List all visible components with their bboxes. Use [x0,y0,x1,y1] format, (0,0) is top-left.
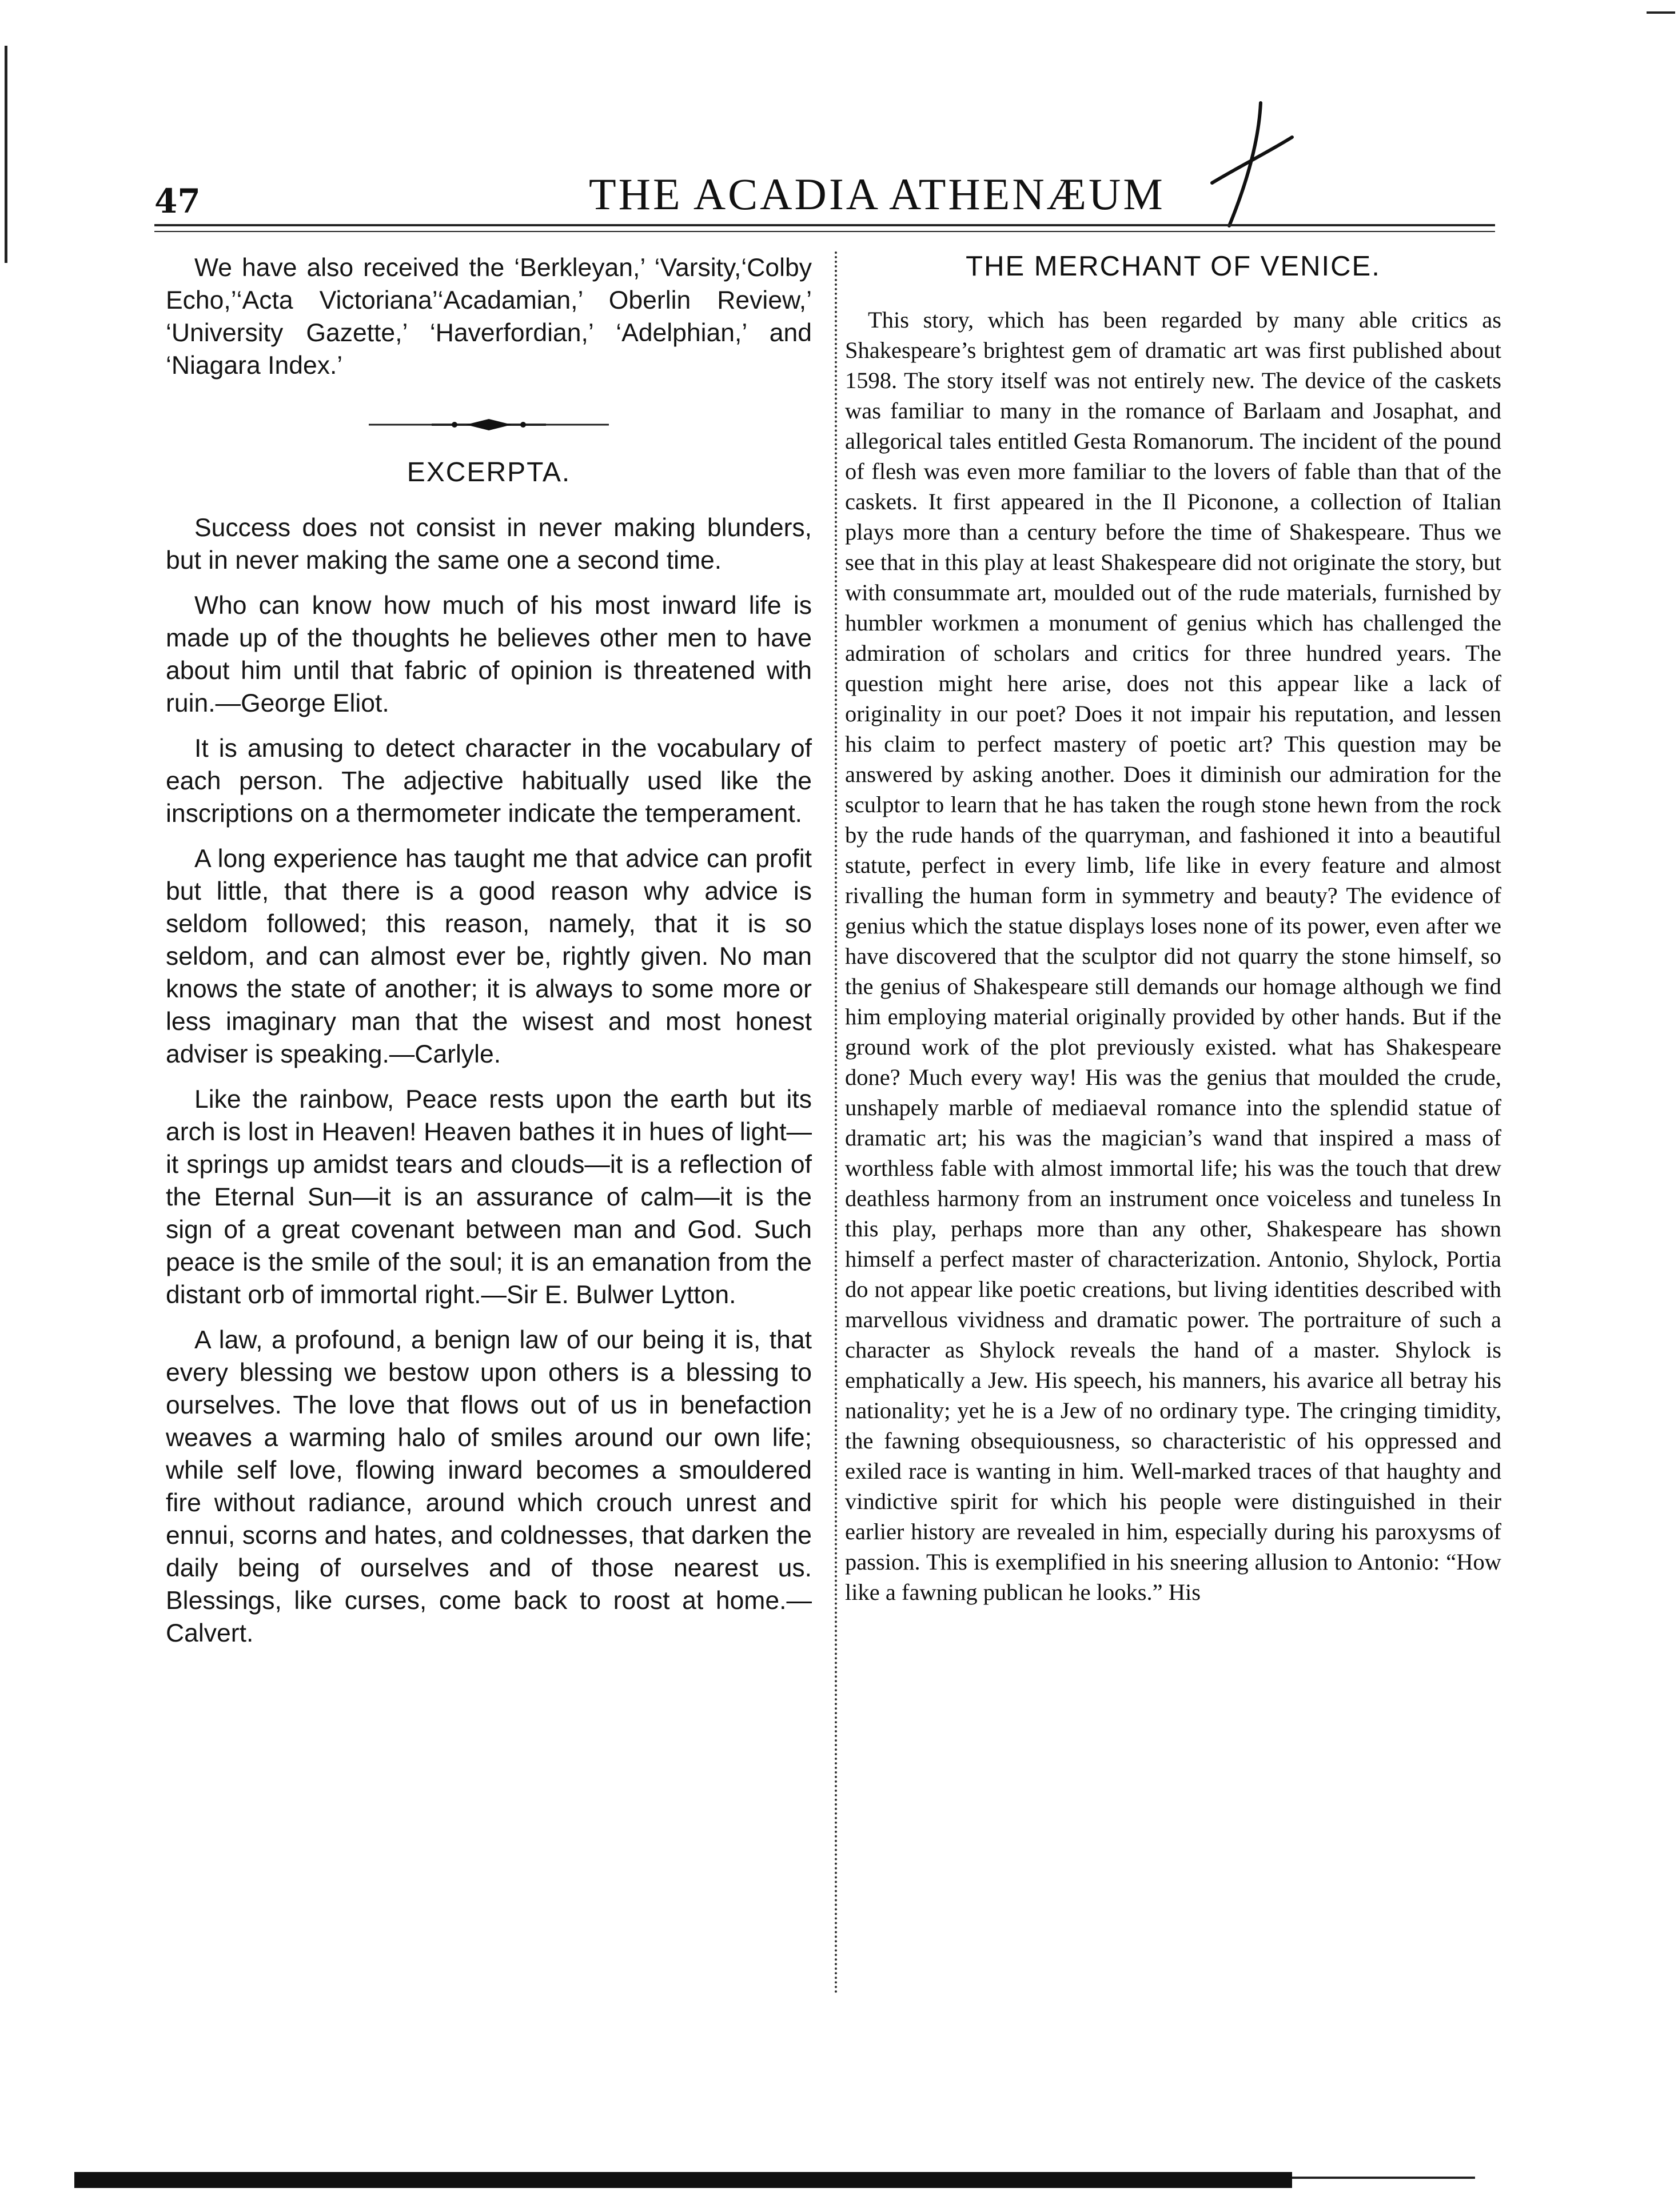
publication-title: THE ACADIA ATHENÆUM [589,169,1165,219]
excerpt-paragraph: Success does not consist in never making blunders, but in never making the same one a second time. [166,514,812,574]
header-rule-bottom [154,231,1495,232]
excerpt-paragraph: A long experience has taught me that advice can profit but little, that there is a good reason why advice is seldom followed; this reason, namely, that it is so seldom, and can almost ever be, rightly given. No man knows the state of another; it is always to some more or less imaginary man that the wisest and most honest adviser is speaking.—Carlyle. [166,845,812,1068]
excerpta-heading: EXCERPTA. [406,457,571,488]
scan-corner-mark [1647,11,1675,14]
excerpt-paragraph: Who can know how much of his most inward life is made up of the thoughts he believes other men to have about him until that fabric of opinion is threatened with ruin.—George Eliot. [166,592,812,717]
excerpt-paragraph: It is amusing to detect character in the vocabulary of each person. The adjective habitually used like the inscriptions on a thermometer indicate the temperament. [166,734,812,828]
handwritten-cross-mark [1206,97,1298,229]
footer-rule [74,2172,1292,2188]
header-rule-top [154,224,1495,226]
column-divider [835,251,837,1995]
article-title: THE MERCHANT OF VENICE. [966,251,1381,282]
ornamental-divider [346,416,632,433]
page-number: 47 [154,182,201,221]
excerpt-paragraph: Like the rainbow, Peace rests upon the earth but its arch is lost in Heaven! Heaven bathes it in hues of light—it springs up amidst tears and clouds—it is a reflection of the Eternal Sun—it is an assurance of calm—it is the sign of a great covenant between man and God. Such peace is the smile of the soul; it is an emanation from the distant orb of immortal right.—Sir E. Bulwer Lytton. [166,1085,812,1309]
excerpt-paragraph: A law, a profound, a benign law of our being it is, that every blessing we bestow upon others is a blessing to ourselves. The love that flows out of us in benefaction weaves a warming halo of smiles around our own life; while self love, flowing inward becomes a smouldered fire without radiance, around which crouch unrest and ennui, scorns and hates, and coldnesses, that darken the daily being of ourselves and of those nearest us. Blessings, like curses, come back to roost at home.—Calvert. [166,1326,812,1647]
left-column [166,251,812,1662]
right-column [845,251,1501,1607]
exchanges-notice: We have also received the ‘Berkleyan,’ ‘Varsity,‘Colby Echo,’‘Acta Victoriana’‘Acadamian,’ Oberlin Review,’ ‘University Gazette,’ ‘Haverfordian,’ ‘Adelphian,’ and ‘Niagara Index.’ [166,254,812,380]
scan-edge-mark [5,46,7,263]
article-body: This story, which has been regarded by many able critics as Shakespeare’s brightest gem of dramatic art was first published about 1598. The story itself was not entirely new. The device of the caskets was familiar to many in the romance of Barlaam and Josaphat, and allegorical tales entitled Gesta Romanorum. The incident of the pound of flesh was even more familiar to the lovers of fable than that of the caskets. It first appeared in the Il Piconone, a collection of Italian plays more than a century before the time of Shakespeare. Thus we see that in this play at least Shakespeare did not originate the story, but with consummate art, moulded out of the rude materials, furnished by humbler workmen a monument of genius which has challenged the admiration of scholars and critics for three hundred years. The question might here arise, does not this appear like a lack of originality in our poet? Does it not impair his reputation, and lessen his claim to perfect mastery of poetic art? This question may be answered by asking another. Does it diminish our admiration for the sculptor to learn that he has taken the rough stone hewn from the rock by the rude hands of the quarryman, and fashioned it into a beautiful statute, perfect in every limb, life like in every feature and almost rivalling the human form in symmetry and beauty? The evidence of genius which the statue displays loses none of its power, even after we have discovered that the sculptor did not quarry the stone himself, so the genius of Shakespeare still demands our homage although we find him employing material originally provided by other hands. But if the ground work of the plot previously existed. what has Shakespeare done? Much every way! His was the genius that moulded the crude, unshapely marble of mediaeval romance into the splendid statue of dramatic art; his was the magician’s wand that inspired a mass of worthless fable with almost immortal life; his was the touch that drew deathless harmony from an instrument once voiceless and tuneless In this play, perhaps more than any other, Shakespeare has shown himself a perfect master of characterization. Antonio, Shylock, Portia do not appear like poetic creations, but living identities described with marvellous vividness and dramatic power. The portraiture of such a character as Shylock reveals the hand of a master. Shylock is emphatically a Jew. His speech, his manners, his avarice all betray his nationality; yet he is a Jew of no ordinary type. The cringing timidity, the fawning obsequiousness, so characteristic of his oppressed and exiled race is wanting in him. Well-marked traces of that haughty and vindictive spirit for which his people were distinguished in their earlier history are revealed in him, especially during his paroxysms of passion. This is exemplified in his sneering allusion to Antonio: “How like a fawning publican he looks.” His [845,307,1501,1605]
footer-rule-tail [1292,2177,1475,2179]
